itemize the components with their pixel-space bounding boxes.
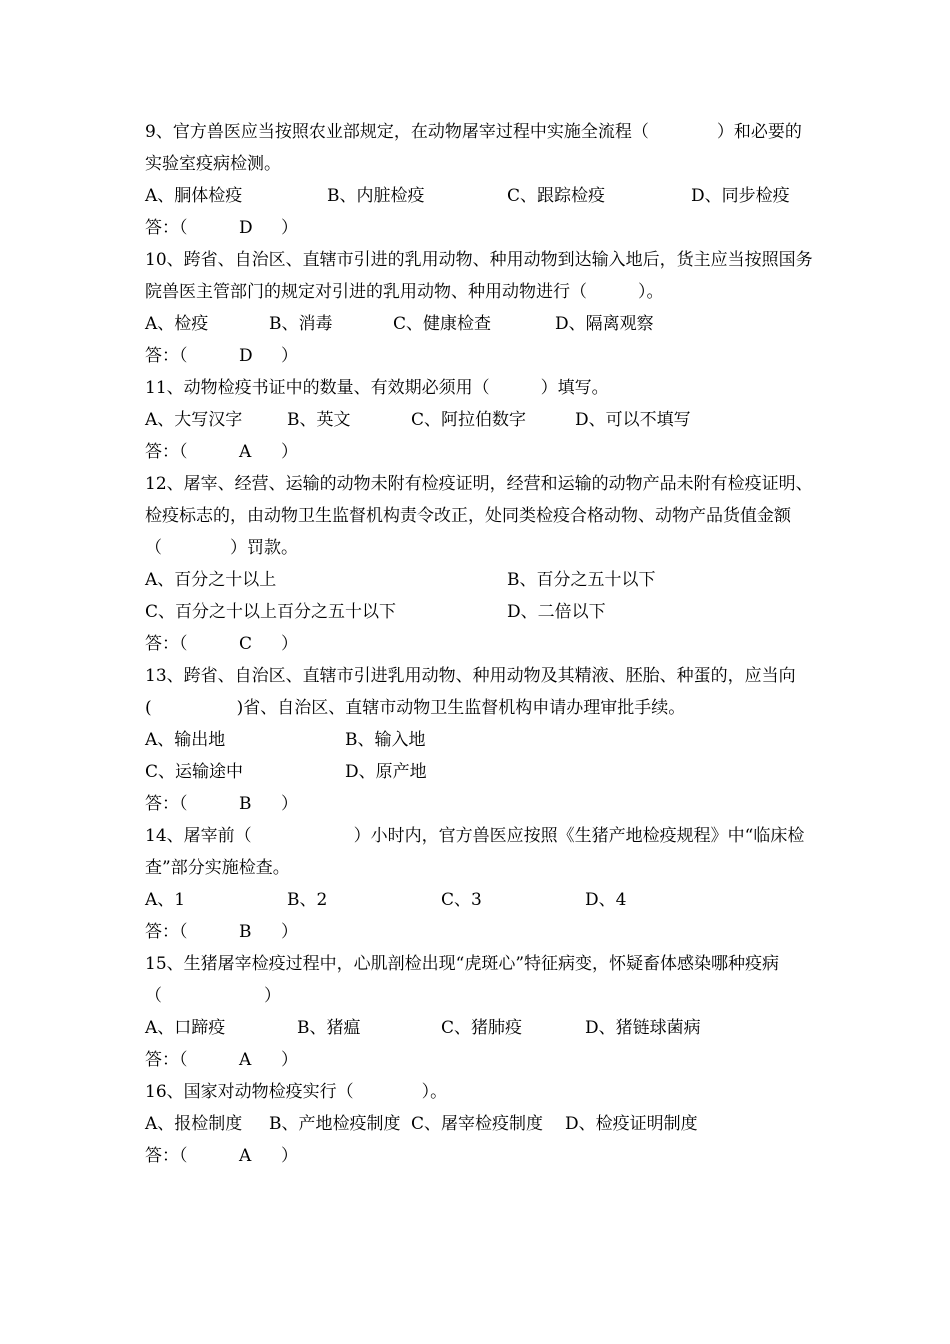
answer-prefix: 答：（ bbox=[145, 634, 188, 654]
options-row bbox=[145, 308, 815, 340]
question-stem: 10、跨省、自治区、直辖市引进的乳用动物、种用动物到达输入地后，货主应当按照国务院兽医主管部门的规定对引进的乳用动物、种用动物进行（ ）。 bbox=[145, 250, 813, 302]
option-d: D、二倍以下 bbox=[507, 602, 606, 622]
option-b: B、猪瘟 bbox=[297, 1018, 361, 1038]
question-stem: 14、屠宰前（ ）小时内，官方兽医应按照《生猪产地检疫规程》中“临床检查”部分实施检查。 bbox=[145, 826, 805, 878]
option-c: C、阿拉伯数字 bbox=[411, 410, 527, 430]
question-12 bbox=[145, 468, 815, 660]
question-11 bbox=[145, 372, 815, 468]
question-stem: 13、跨省、自治区、直辖市引进乳用动物、种用动物及其精液、胚胎、种蛋的，应当向( )省、自治区、直辖市动物卫生监督机构申请办理审批手续。 bbox=[145, 666, 796, 718]
answer-letter: A bbox=[239, 1050, 252, 1070]
options-row bbox=[145, 596, 815, 628]
option-b: B、消毒 bbox=[269, 314, 333, 334]
option-b: B、产地检疫制度 bbox=[269, 1114, 401, 1134]
question-stem: 16、国家对动物检疫实行（ ）。 bbox=[145, 1082, 448, 1102]
option-a: A、输出地 bbox=[145, 730, 226, 750]
answer-line bbox=[145, 436, 815, 468]
option-d: D、猪链球菌病 bbox=[585, 1018, 701, 1038]
answer-letter: D bbox=[239, 346, 253, 366]
answer-letter: D bbox=[239, 218, 253, 238]
question-16 bbox=[145, 1076, 815, 1172]
options-row bbox=[145, 180, 815, 212]
option-d: D、隔离观察 bbox=[555, 314, 654, 334]
answer-line bbox=[145, 1044, 815, 1076]
option-a: A、检疫 bbox=[145, 314, 209, 334]
answer-suffix: ） bbox=[281, 1050, 298, 1070]
option-b: B、输入地 bbox=[345, 730, 426, 750]
answer-line bbox=[145, 628, 815, 660]
answer-letter: C bbox=[239, 634, 253, 654]
question-stem: 15、生猪屠宰检疫过程中，心肌剖检出现“虎斑心”特征病变，怀疑畜体感染哪种疫病（ ） bbox=[145, 954, 780, 1006]
answer-suffix: ） bbox=[281, 218, 298, 238]
option-d: D、原产地 bbox=[345, 762, 427, 782]
question-13 bbox=[145, 660, 815, 820]
answer-line bbox=[145, 1140, 815, 1172]
options-row bbox=[145, 1108, 815, 1140]
options-row bbox=[145, 756, 815, 788]
option-c: C、屠宰检疫制度 bbox=[411, 1114, 544, 1134]
options-row bbox=[145, 404, 815, 436]
option-a: A、百分之十以上 bbox=[145, 570, 277, 590]
question-15 bbox=[145, 948, 815, 1076]
answer-letter: A bbox=[239, 1146, 252, 1166]
option-a: A、口蹄疫 bbox=[145, 1018, 226, 1038]
option-b: B、2 bbox=[287, 890, 328, 910]
question-9 bbox=[145, 116, 815, 244]
option-c: C、百分之十以上百分之五十以下 bbox=[145, 602, 397, 622]
option-c: C、健康检查 bbox=[393, 314, 492, 334]
answer-letter: B bbox=[239, 922, 252, 942]
option-d: D、4 bbox=[585, 890, 627, 910]
answer-prefix: 答：（ bbox=[145, 922, 188, 942]
option-a: A、大写汉字 bbox=[145, 410, 243, 430]
question-stem: 11、动物检疫书证中的数量、有效期必须用（ ）填写。 bbox=[145, 378, 609, 398]
question-14 bbox=[145, 820, 815, 948]
options-row bbox=[145, 564, 815, 596]
answer-suffix: ） bbox=[281, 634, 298, 654]
answer-prefix: 答：（ bbox=[145, 218, 188, 238]
option-a: A、报检制度 bbox=[145, 1114, 243, 1134]
option-c: C、猪肺疫 bbox=[441, 1018, 523, 1038]
option-d: D、可以不填写 bbox=[575, 410, 691, 430]
option-b: B、英文 bbox=[287, 410, 351, 430]
option-a: A、胴体检疫 bbox=[145, 186, 243, 206]
option-d: D、同步检疫 bbox=[691, 186, 790, 206]
answer-prefix: 答：（ bbox=[145, 794, 188, 814]
answer-suffix: ） bbox=[281, 1146, 298, 1166]
question-stem: 12、屠宰、经营、运输的动物未附有检疫证明，经营和运输的动物产品未附有检疫证明、检疫标志的，由动物卫生监督机构责令改正，处同类检疫合格动物、动物产品货值金额（ ）罚款。 bbox=[145, 474, 813, 558]
option-d: D、检疫证明制度 bbox=[565, 1114, 698, 1134]
answer-prefix: 答：（ bbox=[145, 1146, 188, 1166]
options-row bbox=[145, 884, 815, 916]
question-10 bbox=[145, 244, 815, 372]
answer-line bbox=[145, 212, 815, 244]
options-row bbox=[145, 1012, 815, 1044]
option-c: C、3 bbox=[441, 890, 482, 910]
question-stem: 9、官方兽医应当按照农业部规定，在动物屠宰过程中实施全流程（ ）和必要的实验室疫病检测。 bbox=[145, 122, 802, 174]
answer-prefix: 答：（ bbox=[145, 442, 188, 462]
option-c: C、运输途中 bbox=[145, 762, 244, 782]
options-row bbox=[145, 724, 815, 756]
answer-suffix: ） bbox=[281, 922, 298, 942]
option-a: A、1 bbox=[145, 890, 186, 910]
answer-prefix: 答：（ bbox=[145, 346, 188, 366]
answer-letter: B bbox=[239, 794, 252, 814]
answer-suffix: ） bbox=[281, 346, 298, 366]
answer-line bbox=[145, 916, 815, 948]
option-c: C、跟踪检疫 bbox=[507, 186, 606, 206]
answer-suffix: ） bbox=[281, 794, 298, 814]
answer-line bbox=[145, 340, 815, 372]
answer-letter: A bbox=[239, 442, 252, 462]
answer-suffix: ） bbox=[281, 442, 298, 462]
answer-line bbox=[145, 788, 815, 820]
option-b: B、内脏检疫 bbox=[327, 186, 425, 206]
answer-prefix: 答：（ bbox=[145, 1050, 188, 1070]
option-b: B、百分之五十以下 bbox=[507, 570, 656, 590]
